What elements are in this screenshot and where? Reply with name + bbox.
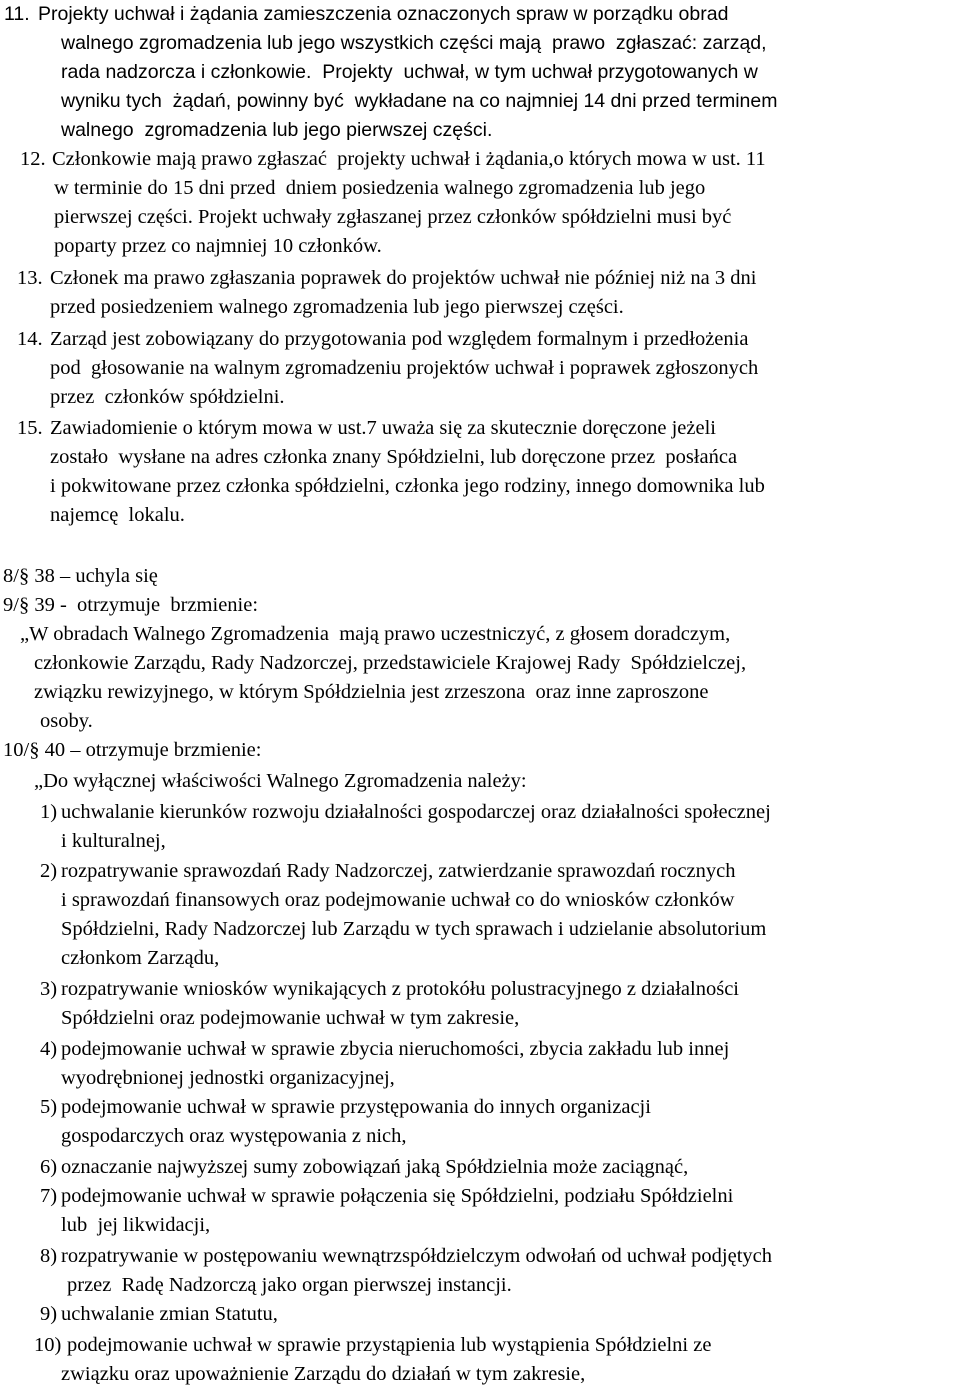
list-item-line: uchwalanie kierunków rozwoju działalności gospodarczej oraz działalności społecznej bbox=[61, 801, 771, 823]
section-11-line: Projekty uchwał i żądania zamieszczenia oznaczonych spraw w porządku obrad bbox=[38, 3, 729, 25]
list-item-line: podejmowanie uchwał w sprawie przystąpienia lub wystąpienia Spółdzielni ze bbox=[67, 1334, 712, 1356]
section-14-line: Zarząd jest zobowiązany do przygotowania pod względem formalnym i przedłożenia bbox=[50, 328, 749, 350]
section-15-line: najemcę lokalu. bbox=[50, 504, 185, 526]
list-item-line: przez Radę Nadzorczą jako organ pierwszej instancji. bbox=[67, 1274, 512, 1296]
section-14-line: przez członków spółdzielni. bbox=[50, 386, 285, 408]
amendment-9-quote-line: „W obradach Walnego Zgromadzenia mają prawo uczestniczyć, z głosem doradczym, bbox=[20, 623, 731, 645]
list-item-number: 7) bbox=[40, 1185, 58, 1207]
section-13-line: Członek ma prawo zgłaszania poprawek do projektów uchwał nie później niż na 3 dni bbox=[50, 267, 757, 289]
list-item-line: i sprawozdań finansowych oraz podejmowanie uchwał co do wniosków członków bbox=[61, 889, 735, 911]
section-12-number: 12. bbox=[20, 148, 46, 170]
section-11-line: walnego zgromadzenia lub jego pierwszej części. bbox=[61, 119, 493, 141]
list-item-number: 1) bbox=[40, 801, 58, 823]
section-11-line: rada nadzorcza i członkowie. Projekty uchwał, w tym uchwał przygotowanych w bbox=[61, 61, 758, 83]
list-item-number: 4) bbox=[40, 1038, 58, 1060]
amendment-9-quote-line: związku rewizyjnego, w którym Spółdzielnia jest zrzeszona oraz inne zaproszone bbox=[34, 681, 709, 703]
amendment-10-intro: „Do wyłącznej właściwości Walnego Zgromadzenia należy: bbox=[34, 770, 527, 792]
section-11-number: 11. bbox=[4, 3, 30, 25]
list-item-number: 6) bbox=[40, 1156, 58, 1178]
section-15-line: Zawiadomienie o którym mowa w ust.7 uważa się za skutecznie doręczone jeżeli bbox=[50, 417, 716, 439]
section-15-line: zostało wysłane na adres członka znany Spółdzielni, lub doręczone przez posłańca bbox=[50, 446, 738, 468]
list-item-line: wyodrębnionej jednostki organizacyjnej, bbox=[61, 1067, 395, 1089]
amendment-10-heading: 10/§ 40 – otrzymuje brzmienie: bbox=[3, 739, 262, 761]
amendment-8: 8/§ 38 – uchyla się bbox=[3, 565, 158, 587]
section-12-line: poparty przez co najmniej 10 członków. bbox=[54, 235, 382, 257]
list-item-number: 8) bbox=[40, 1245, 58, 1267]
list-item-line: Spółdzielni, Rady Nadzorczej lub Zarządu w tych sprawach i udzielanie absolutorium bbox=[61, 918, 767, 940]
section-14-line: pod głosowanie na walnym zgromadzeniu projektów uchwał i poprawek zgłoszonych bbox=[50, 357, 759, 379]
list-item-number: 9) bbox=[40, 1303, 58, 1325]
list-item-number: 2) bbox=[40, 860, 58, 882]
amendment-9-quote-line: osoby. bbox=[40, 710, 93, 732]
section-11-line: walnego zgromadzenia lub jego wszystkich części mają prawo zgłaszać: zarząd, bbox=[61, 32, 767, 54]
amendment-9-quote-line: członkowie Zarządu, Rady Nadzorczej, przedstawiciele Krajowej Rady Spółdzielczej, bbox=[34, 652, 747, 674]
list-item-line: uchwalanie zmian Statutu, bbox=[61, 1303, 278, 1325]
list-item-line: Spółdzielni oraz podejmowanie uchwał w tym zakresie, bbox=[61, 1007, 520, 1029]
list-item-number: 5) bbox=[40, 1096, 58, 1118]
list-item-line: podejmowanie uchwał w sprawie przystępowania do innych organizacji bbox=[61, 1096, 651, 1118]
section-15-line: i pokwitowane przez członka spółdzielni, członka jego rodziny, innego domownika lub bbox=[50, 475, 765, 497]
section-15-number: 15. bbox=[17, 417, 43, 439]
section-12-line: Członkowie mają prawo zgłaszać projekty uchwał i żądania,o których mowa w ust. 11 bbox=[52, 148, 766, 170]
list-item-number: 3) bbox=[40, 978, 58, 1000]
section-12-line: w terminie do 15 dni przed dniem posiedzenia walnego zgromadzenia lub jego bbox=[54, 177, 706, 199]
list-item-line: członkom Zarządu, bbox=[61, 947, 220, 969]
section-11-line: wyniku tych żądań, powinny być wykładane na co najmniej 14 dni przed terminem bbox=[61, 90, 778, 112]
list-item-line: związku oraz upoważnienie Zarządu do działań w tym zakresie, bbox=[61, 1363, 586, 1385]
list-item-line: rozpatrywanie wniosków wynikających z protokółu polustracyjnego z działalności bbox=[61, 978, 740, 1000]
list-item-line: rozpatrywanie w postępowaniu wewnątrzspółdzielczym odwołań od uchwał podjętych bbox=[61, 1245, 773, 1267]
list-item-line: rozpatrywanie sprawozdań Rady Nadzorczej, zatwierdzanie sprawozdań rocznych bbox=[61, 860, 736, 882]
list-item-line: podejmowanie uchwał w sprawie zbycia nieruchomości, zbycia zakładu lub innej bbox=[61, 1038, 730, 1060]
section-13-number: 13. bbox=[17, 267, 43, 289]
list-item-number: 10) bbox=[34, 1334, 62, 1356]
section-13-line: przed posiedzeniem walnego zgromadzenia lub jego pierwszej części. bbox=[50, 296, 624, 318]
list-item-line: gospodarczych oraz występowania z nich, bbox=[61, 1125, 407, 1147]
amendment-9-heading: 9/§ 39 - otrzymuje brzmienie: bbox=[3, 594, 259, 616]
list-item-line: lub jej likwidacji, bbox=[61, 1214, 211, 1236]
section-14-number: 14. bbox=[17, 328, 43, 350]
list-item-line: podejmowanie uchwał w sprawie połączenia się Spółdzielni, podziału Spółdzielni bbox=[61, 1185, 734, 1207]
section-12-line: pierwszej części. Projekt uchwały zgłaszanej przez członków spółdzielni musi być bbox=[54, 206, 732, 228]
list-item-line: oznaczanie najwyższej sumy zobowiązań jaką Spółdzielnia może zaciągnąć, bbox=[61, 1156, 689, 1178]
list-item-line: i kulturalnej, bbox=[61, 830, 166, 852]
